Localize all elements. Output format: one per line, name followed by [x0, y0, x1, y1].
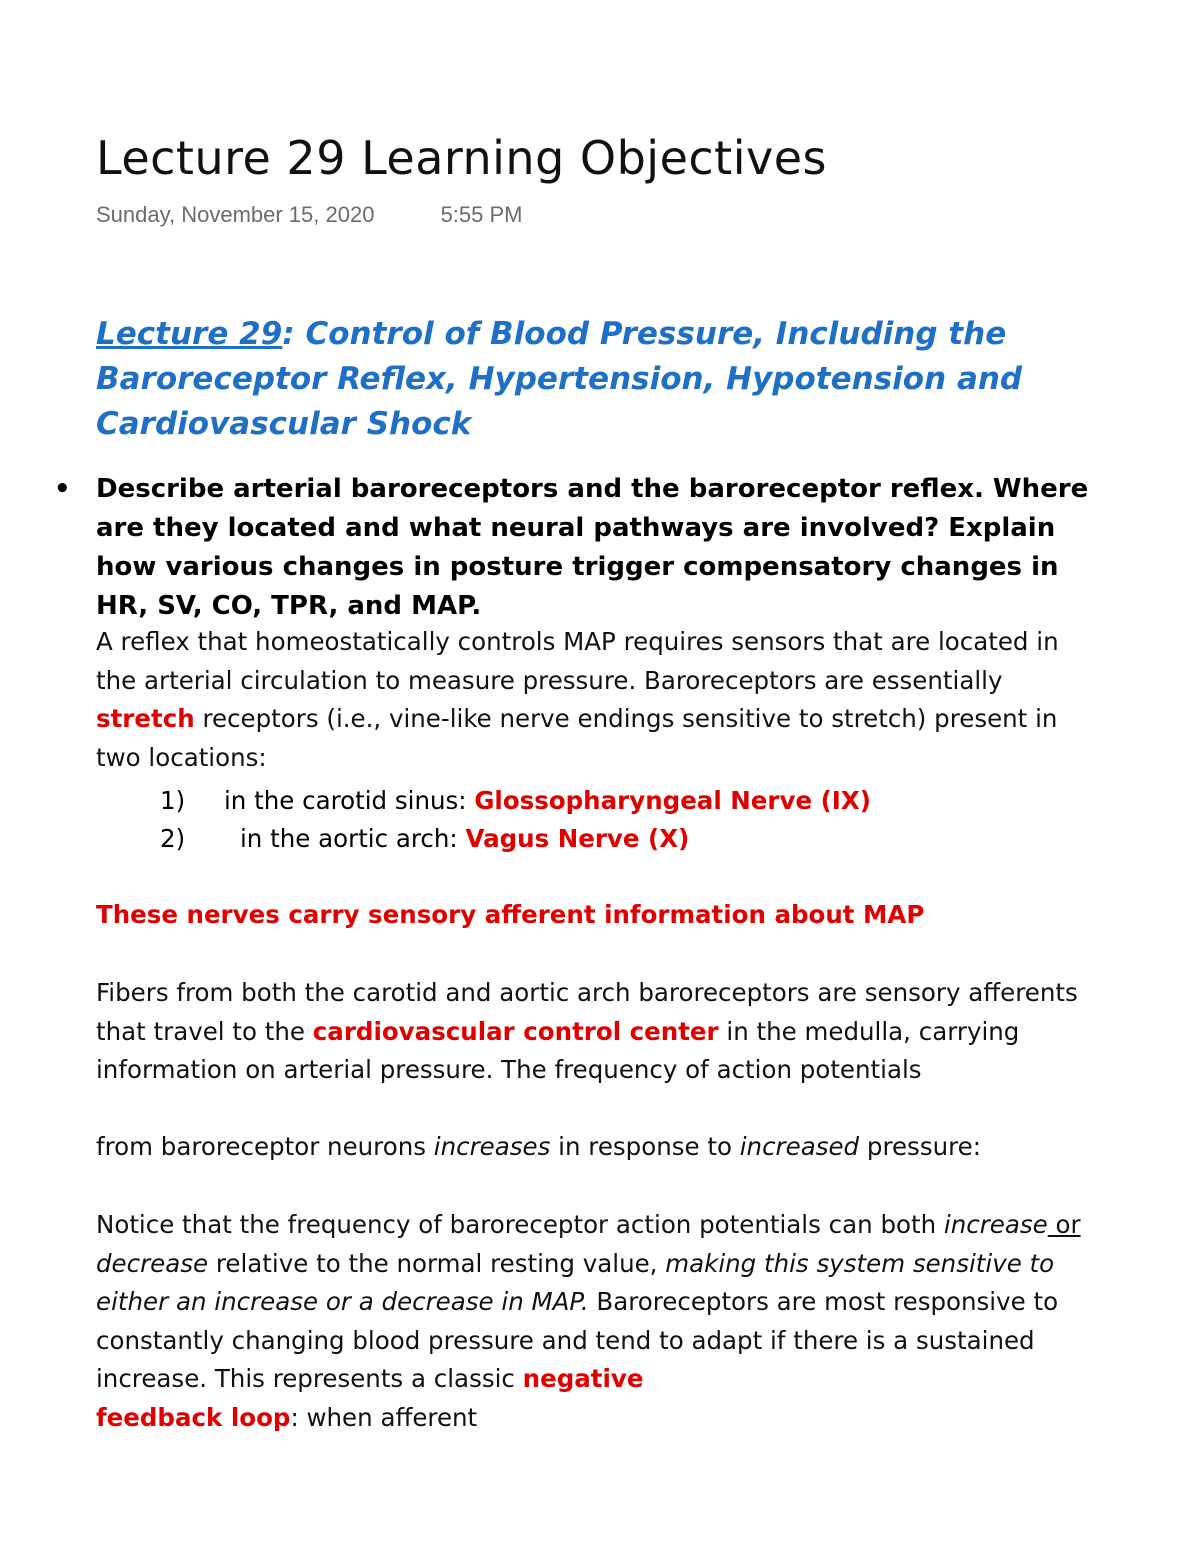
- stretch-highlight: stretch: [96, 704, 195, 733]
- para2-text-1: Fibers from both the carotid and aortic arch baroreceptors are sensory afferents that travel to the: [96, 978, 1078, 1046]
- control-center-highlight: cardiovascular control center: [312, 1016, 719, 1046]
- increases-italic: increases: [433, 1132, 551, 1161]
- objective-text: Describe arterial baroreceptors and the baroreceptor reflex. Where are they located and what neural pathways are involved? Explain how various changes in posture trigger compensatory changes in HR, SV, CO, TPR, and MAP.: [96, 474, 1089, 621]
- para1-text-2: receptors (i.e., vine-like nerve endings sensitive to stretch) present in two locations:: [96, 704, 1058, 772]
- location-item-carotid: [160, 782, 871, 820]
- learning-objective: [54, 470, 1106, 626]
- para4-text-4: : when afferent: [290, 1402, 478, 1432]
- lecture-topic-line2: Baroreceptor Reflex, Hypertension, Hypotension and: [96, 361, 1023, 397]
- feedback-loop-highlight: feedback loop: [96, 1402, 291, 1432]
- para2-text-2: in the medulla, carrying information on arterial pressure. The frequency of action potentials: [96, 1016, 1020, 1084]
- list-number: 1): [160, 786, 186, 815]
- bullet-marker: •: [54, 474, 71, 504]
- paragraph-baroreceptors: [96, 623, 1106, 777]
- page-title: Lecture 29 Learning Objectives: [96, 131, 827, 185]
- or-underlined: or: [1047, 1210, 1081, 1239]
- lecture-topic-line3: Cardiovascular Shock: [96, 406, 472, 442]
- negative-highlight: negative: [522, 1364, 644, 1393]
- increased-italic: increased: [739, 1132, 860, 1161]
- para3-text-1: from baroreceptor neurons: [96, 1132, 434, 1161]
- lecture-heading: [96, 312, 1096, 447]
- para4-text-1: Notice that the frequency of baroreceptor action potentials can both: [96, 1210, 944, 1239]
- paragraph-feedback: [96, 1206, 1106, 1437]
- increase-italic: increase: [943, 1210, 1048, 1239]
- paragraph-frequency: [96, 1128, 1106, 1167]
- lecture-colon: :: [282, 316, 295, 352]
- lecture-topic-line1: Control of Blood Pressure, Including the: [305, 316, 1007, 352]
- page-timestamp: [96, 200, 523, 230]
- page-date: Sunday, November 15, 2020: [96, 202, 375, 227]
- para1-text-1: A reflex that homeostatically controls MAP requires sensors that are located in the arterial circulation to measure pressure. Baroreceptors are essentially: [96, 627, 1059, 695]
- location-text: in the aortic arch:: [240, 824, 466, 853]
- lecture-label: Lecture 29: [96, 316, 283, 352]
- para4-text-3: Baroreceptors are most responsive to constantly changing blood pressure and tend to adapt if there is a sustained increase. This represents a classic: [96, 1287, 1059, 1393]
- nerve-highlight: Vagus Nerve (X): [465, 824, 690, 853]
- para4-text-2: relative to the normal resting value,: [208, 1248, 666, 1278]
- afferent-note: These nerves carry sensory afferent information about MAP: [96, 900, 925, 929]
- page-time: 5:55 PM: [440, 202, 523, 227]
- decrease-italic: decrease: [96, 1248, 209, 1278]
- paragraph-fibers: [96, 974, 1106, 1090]
- para3-text-3: pressure:: [859, 1132, 981, 1161]
- location-item-aortic: [160, 820, 689, 858]
- nerve-highlight: Glossopharyngeal Nerve (IX): [474, 786, 871, 815]
- location-text: in the carotid sinus:: [224, 786, 475, 815]
- list-number: 2): [160, 824, 186, 853]
- sensitivity-italic: making this system sensitive to either an increase or a decrease in MAP.: [96, 1248, 1055, 1316]
- para3-text-2: in response to: [550, 1132, 740, 1161]
